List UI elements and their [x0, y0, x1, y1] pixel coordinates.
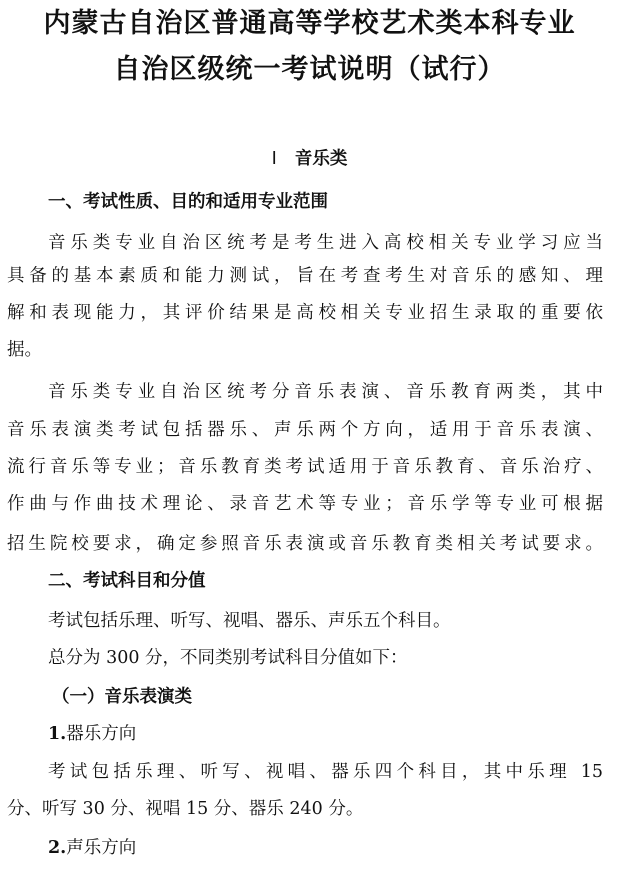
para2-line-4: 作曲与作曲技术理论、录音艺术等专业；音乐学等专业可根据	[7, 494, 603, 514]
para2-line-1: 音乐类专业自治区统考分音乐表演、音乐教育两类，其中	[48, 382, 603, 402]
heading-2: 二、考试科目和分值	[48, 571, 206, 591]
para1-line-2: 具备的基本素质和能力测试，旨在考查考生对音乐的感知、理	[7, 266, 603, 286]
subheading-performance: （一）音乐表演类	[52, 687, 192, 707]
item-1-number: 1.	[48, 724, 67, 744]
para2-line-5: 招生院校要求，确定参照音乐表演或音乐教育类相关考试要求。	[7, 534, 603, 554]
item-2-label: 声乐方向	[66, 838, 137, 858]
item1-line-1: 考试包括乐理、听写、视唱、器乐四个科目，其中乐理 15	[48, 762, 603, 782]
title-line-1: 内蒙古自治区普通高等学校艺术类本科专业	[43, 8, 576, 39]
para1-line-1: 音乐类专业自治区统考是考生进入高校相关专业学习应当	[48, 233, 603, 253]
subjects-line: 考试包括乐理、听写、视唱、器乐、声乐五个科目。	[48, 611, 451, 631]
item-2-heading	[48, 836, 136, 860]
item-2-number: 2.	[48, 838, 67, 858]
para1-line-4: 据。	[7, 340, 42, 360]
heading-1: 一、考试性质、目的和适用专业范围	[48, 192, 328, 212]
section-number: Ⅰ	[271, 149, 277, 169]
section-heading	[0, 147, 619, 171]
para1-line-3: 解和表现能力，其评价结果是高校相关专业招生录取的重要依	[7, 303, 603, 323]
item-1-label: 器乐方向	[66, 724, 137, 744]
item1-line-2: 分、听写 30 分、视唱 15 分、器乐 240 分。	[7, 799, 364, 819]
para2-line-3: 流行音乐等专业；音乐教育类考试适用于音乐教育、音乐治疗、	[7, 457, 603, 477]
total-score-line: 总分为 300 分，不同类别考试科目分值如下：	[48, 648, 408, 668]
para2-line-2: 音乐表演类考试包括器乐、声乐两个方向，适用于音乐表演、	[7, 420, 603, 440]
title-line-2: 自治区级统一考试说明（试行）	[113, 54, 506, 85]
item-1-heading	[48, 722, 136, 746]
section-name: 音乐类	[294, 149, 348, 169]
